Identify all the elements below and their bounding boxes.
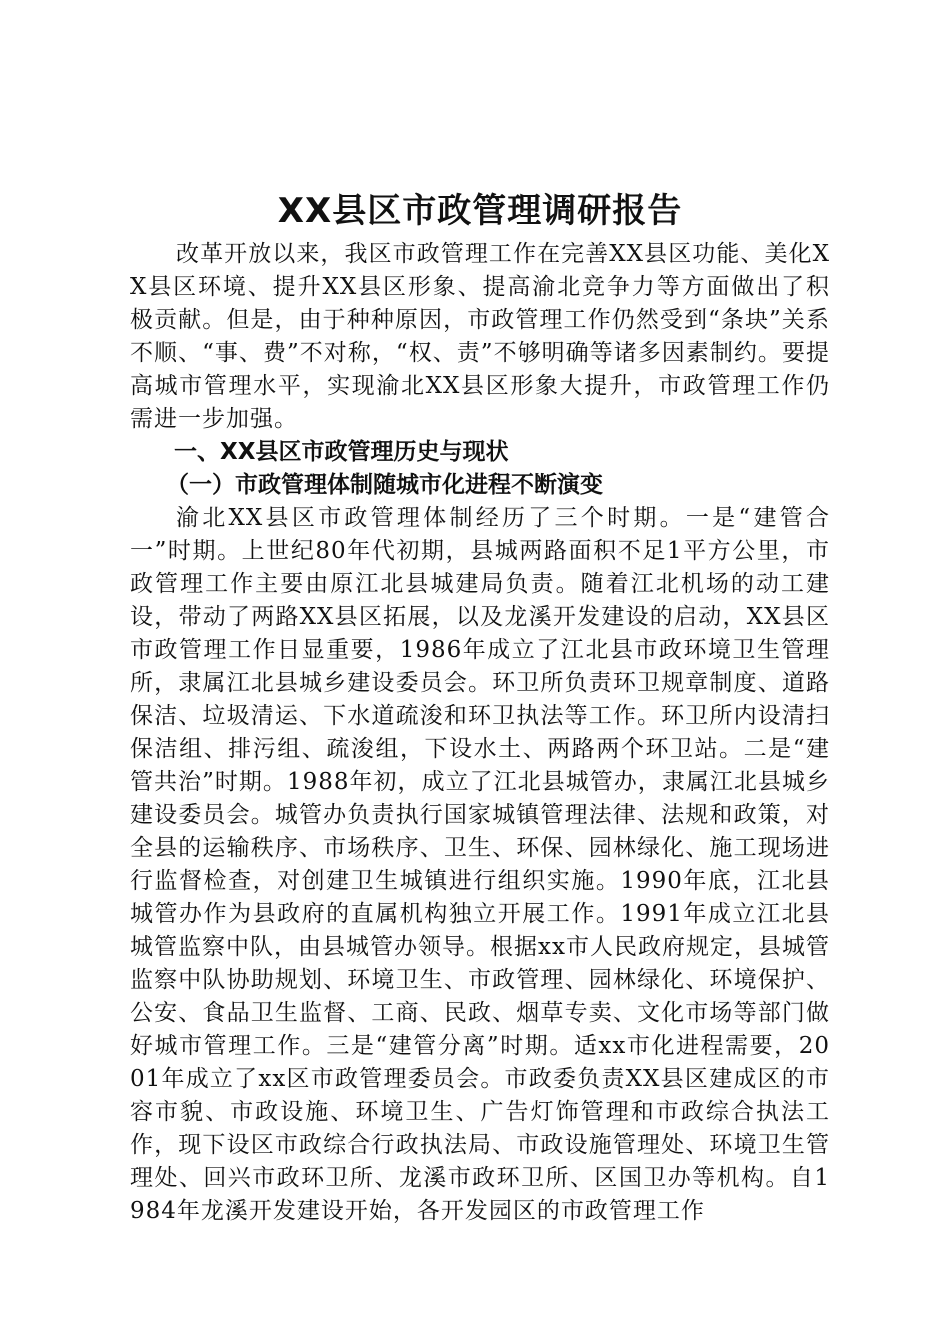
body-paragraph: 渝北XX县区市政管理体制经历了三个时期。一是“建管合一”时期。上世纪80年代初期，县城两路面积不足1平方公里，市政管理工作主要由原江北县城建局负责。随着江北机场的动工建设，带动了两路XX县区拓展，以及龙溪开发建设的启动，XX县区市政管理工作日显重要，1986年成立了江北县市政环境卫生管理所，隶属江北县城乡建设委员会。环卫所负责环卫规章制度、道路保洁、垃圾清运、下水道疏浚和环卫执法等工作。环卫所内设清扫保洁组、排污组、疏浚组，下设水土、两路两个环卫站。二是“建管共治”时期。1988年初，成立了江北县城管办，隶属江北县城乡建设委员会。城管办负责执行国家城镇管理法律、法规和政策，对全县的运输秩序、市场秩序、卫生、环保、园林绿化、施工现场进行监督检查，对创建卫生城镇进行组织实施。1990年底，江北县城管办作为县政府的直属机构独立开展工作。1991年成立江北县城管监察中队，由县城管办领导。根据xx市人民政府规定，县城管监察中队协助规划、环境卫生、市政管理、园林绿化、环境保护、公安、食品卫生监督、工商、民政、烟草专卖、文化市场等部门做好城市管理工作。三是“建管分离”时期。适xx市化进程需要，2001年成立了xx区市政管理委员会。市政委负责XX县区建成区的市容市貌、市政设施、环境卫生、广告灯饰管理和市政综合执法工作，现下设区市政综合行政执法局、市政设施管理处、环境卫生管理处、回兴市政环卫所、龙溪市政环卫所、区国卫办等机构。自1984年龙溪开发建设开始，各开发园区的市政管理工作: [130, 505, 830, 1224]
document-title: XX县区市政管理调研报告: [277, 191, 683, 231]
intro-paragraph: 改革开放以来，我区市政管理工作在完善XX县区功能、美化XX县区环境、提升XX县区形象、提高渝北竞争力等方面做出了积极贡献。但是，由于种种原因，市政管理工作仍然受到“条块”关系不顺、“事、费”不对称，“权、责”不够明确等诸多因素制约。要提高城市管理水平，实现渝北XX县区形象大提升，市政管理工作仍需进一步加强。: [130, 241, 830, 432]
subsection-heading: （一）市政管理体制随城市化进程不断演变: [166, 472, 603, 498]
section-heading: 一、XX县区市政管理历史与现状: [174, 439, 509, 465]
document-page: [130, 188, 830, 1228]
